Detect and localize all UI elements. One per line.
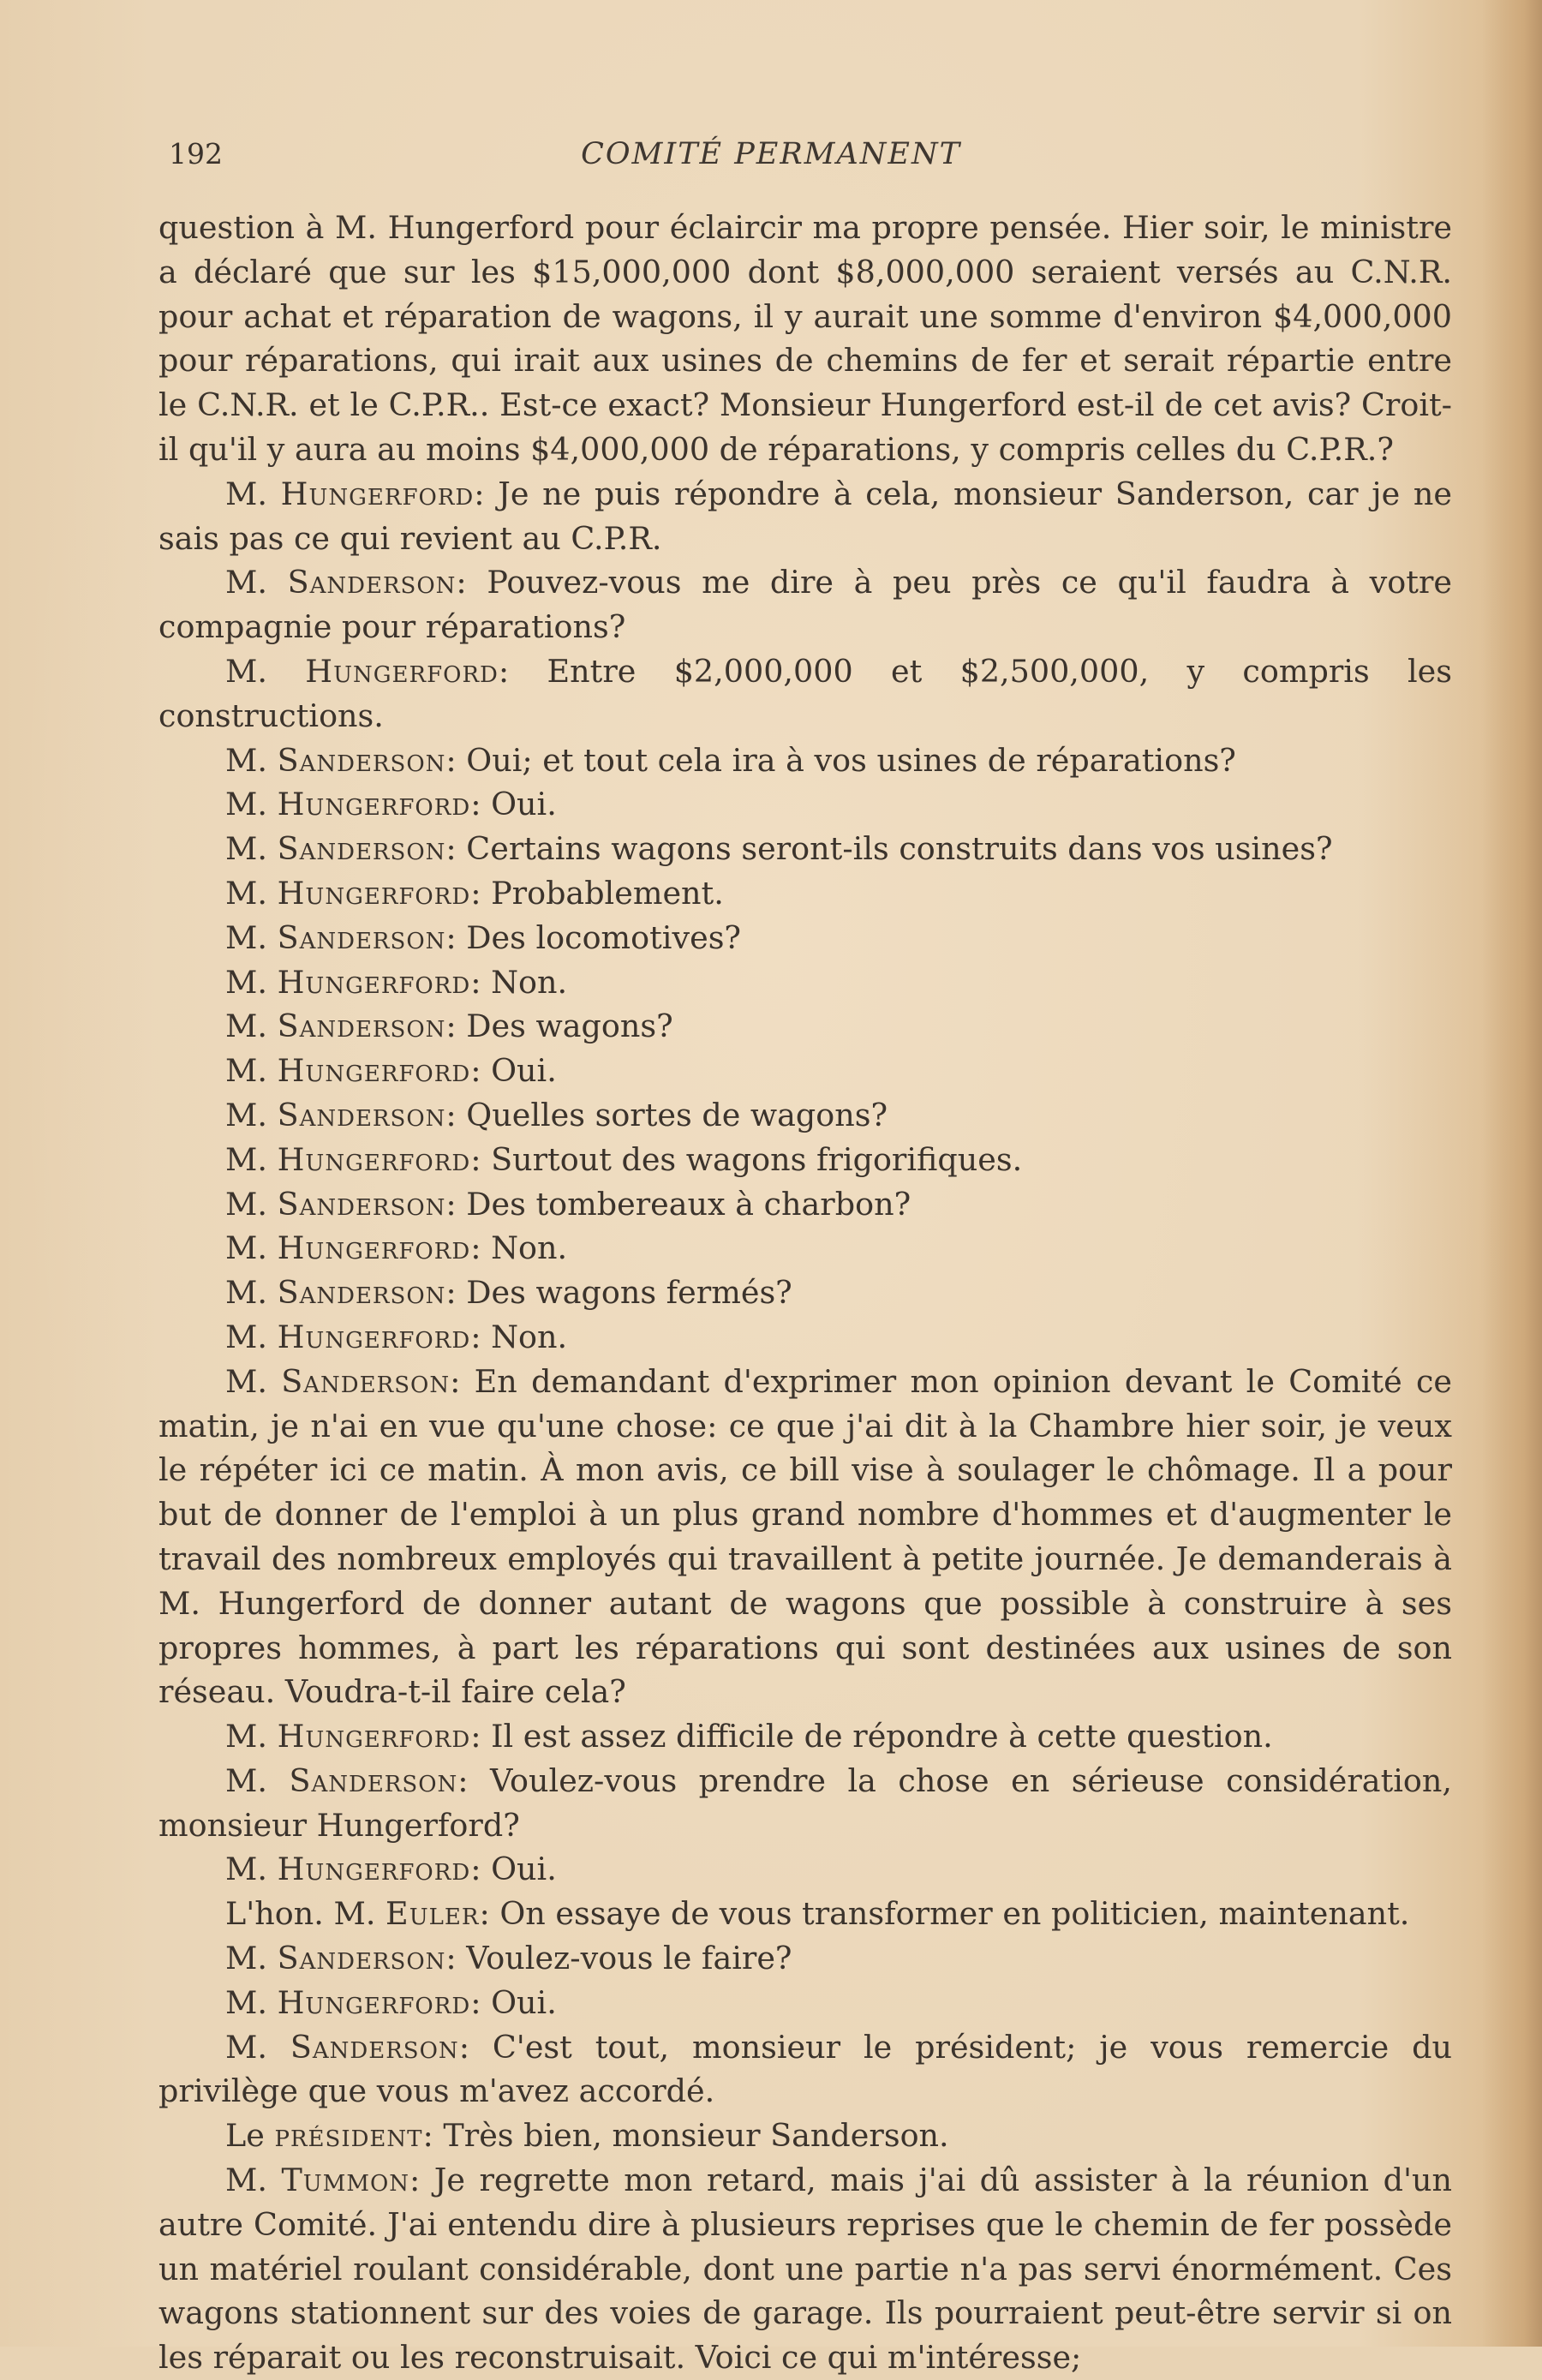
paragraph-prefix: M. [225, 1008, 278, 1045]
paragraph [158, 472, 1452, 561]
speaker-name: président [274, 2117, 423, 2155]
paragraph-prefix: L'hon. M. [225, 1895, 386, 1933]
body-text [158, 206, 1452, 2380]
paragraph [158, 206, 1452, 472]
paragraph-text: : Oui; et tout cela ira à vos usines de réparations? [445, 741, 1236, 779]
paragraph-text: : Oui. [470, 1052, 557, 1090]
speaker-name: Hungerford [277, 1052, 471, 1090]
speaker-name: Euler [386, 1895, 480, 1933]
speaker-name: Tummon [281, 2162, 410, 2199]
paragraph-text: : Certains wagons seront-ils construits dans vos usines? [445, 830, 1333, 868]
speaker-name: Sanderson [281, 1362, 451, 1400]
speaker-name: Sanderson [277, 741, 446, 779]
paragraph-prefix: M. [225, 1185, 278, 1223]
speaker-name: Sanderson [277, 1274, 446, 1312]
paragraph [158, 649, 1452, 739]
speaker-name: Hungerford [277, 1718, 471, 1755]
paragraph [158, 560, 1452, 649]
speaker-name: Sanderson [290, 2028, 459, 2066]
speaker-name: Hungerford [277, 1140, 471, 1178]
paragraph-prefix: M. [225, 918, 278, 956]
paragraph-prefix: M. [225, 1718, 278, 1755]
paragraph [158, 2114, 1452, 2158]
paragraph-prefix: M. [225, 1940, 278, 1977]
paragraph [158, 827, 1452, 871]
page-number: 192 [169, 137, 223, 170]
speaker-name: Hungerford [277, 1318, 471, 1355]
speaker-name: Sanderson [277, 918, 446, 956]
paragraph [158, 1271, 1452, 1315]
paragraph [158, 1315, 1452, 1360]
speaker-name: Hungerford [277, 1983, 471, 2021]
page-header [0, 137, 1542, 188]
paragraph [158, 1226, 1452, 1271]
paragraph [158, 1360, 1452, 1714]
paragraph [158, 782, 1452, 827]
paragraph-text: : Pouvez-vous me dire à peu près ce qu'il faudra à votre compagnie pour réparations? [158, 564, 1452, 646]
speaker-name: Hungerford [277, 1851, 471, 1888]
paragraph [158, 1714, 1452, 1759]
paragraph [158, 2025, 1452, 2114]
paragraph-text: : C'est tout, monsieur le président; je vous remercie du privilège que vous m'avez accordé. [158, 2028, 1453, 2110]
paragraph [158, 1936, 1452, 1981]
paragraph-text: : Des locomotives? [445, 918, 742, 956]
paragraph-text: : Probablement. [470, 874, 724, 912]
speaker-name: Hungerford [277, 963, 471, 1001]
paragraph-text: : Surtout des wagons frigorifiques. [470, 1140, 1023, 1178]
paragraph-prefix: Le [225, 2117, 275, 2155]
paragraph-text: : Voulez-vous prendre la chose en sérieuse considération, monsieur Hungerford? [158, 1761, 1452, 1844]
speaker-name: Sanderson [277, 830, 446, 868]
paragraph-prefix: M. [225, 2162, 282, 2199]
paragraph [158, 916, 1452, 960]
speaker-name: Hungerford [277, 1229, 471, 1267]
paragraph-text: : Oui. [470, 786, 557, 823]
paragraph-text: : Des tombereaux à charbon? [445, 1185, 911, 1223]
paragraph-prefix: M. [225, 1229, 278, 1267]
paragraph-prefix: M. [225, 741, 278, 779]
paragraph-text: : Des wagons fermés? [445, 1274, 792, 1312]
running-title: COMITÉ PERMANENT [581, 137, 961, 171]
paragraph-prefix: M. [225, 475, 281, 512]
paragraph-text: : Quelles sortes de wagons? [445, 1096, 888, 1133]
speaker-name: Hungerford [280, 475, 475, 512]
paragraph [158, 739, 1452, 783]
paragraph [158, 1138, 1452, 1182]
paragraph-prefix: M. [225, 830, 278, 868]
paragraph-prefix: M. [225, 564, 288, 601]
paragraph-text: : Oui. [470, 1851, 557, 1888]
paragraph-text: : Non. [470, 1229, 568, 1267]
speaker-name: Hungerford [305, 652, 499, 690]
paragraph-text: : Il est assez difficile de répondre à cette question. [470, 1718, 1273, 1755]
speaker-name: Sanderson [277, 1940, 446, 1977]
speaker-name: Hungerford [277, 874, 471, 912]
page-edge-shadow [1482, 0, 1542, 2347]
paragraph-prefix: M. [225, 786, 278, 823]
paragraph-prefix: M. [225, 1274, 278, 1312]
speaker-name: Sanderson [277, 1008, 446, 1045]
paragraph-text: : Très bien, monsieur Sanderson. [422, 2117, 949, 2155]
paragraph-text: : Non. [470, 963, 568, 1001]
paragraph [158, 960, 1452, 1005]
paragraph [158, 1049, 1452, 1093]
paragraph-prefix: M. [225, 1851, 278, 1888]
speaker-name: Hungerford [277, 786, 471, 823]
paragraph-prefix: M. [225, 1362, 282, 1400]
paragraph-prefix: M. [225, 874, 278, 912]
paragraph [158, 1981, 1452, 2025]
paragraph-text: : Voulez-vous le faire? [445, 1940, 792, 1977]
paragraph-prefix: M. [225, 1140, 278, 1178]
paragraph [158, 1847, 1452, 1892]
paragraph-prefix: M. [225, 1761, 290, 1799]
speaker-name: Sanderson [277, 1096, 446, 1133]
speaker-name: Sanderson [277, 1185, 446, 1223]
paragraph-text: : Non. [470, 1318, 568, 1355]
paragraph-prefix: M. [225, 1983, 278, 2021]
paragraph-text: : Je ne puis répondre à cela, monsieur Sanderson, car je ne sais pas ce qui revient au C.P.R. [158, 475, 1452, 557]
speaker-name: Sanderson [289, 1761, 458, 1799]
paragraph [158, 1759, 1452, 1848]
paragraph [158, 1892, 1452, 1936]
paragraph [158, 1004, 1452, 1049]
paragraph [158, 2158, 1452, 2380]
paragraph-prefix: M. [225, 1096, 278, 1133]
paragraph-text: : Je regrette mon retard, mais j'ai dû assister à la réunion d'un autre Comité. J'ai entendu dire à plusieurs reprises que le chemin de fer possède un matériel roulant considérable, dont une partie n'a pas servi énormément. Ces wagons stationnent sur des voies de garage. Ils pourraient peut-être servir si on les réparait ou les reconstruisait. Voici ce qui m'intéresse; [158, 2162, 1452, 2377]
paragraph-text: : Oui. [470, 1983, 557, 2021]
paragraph [158, 1182, 1452, 1227]
paragraph-prefix: M. [225, 2028, 290, 2066]
paragraph-text: : Des wagons? [445, 1008, 673, 1045]
paragraph-text: : Entre $2,000,000 et $2,500,000, y compris les constructions. [158, 652, 1453, 734]
paragraph-text: question à M. Hungerford pour éclaircir ma propre pensée. Hier soir, le ministre a déclaré que sur les $15,000,000 dont $8,000,000 seraient versés au C.N.R. pour achat et réparation de wagons, il y aurait une somme d'environ $4,000,000 pour réparations, qui irait aux usines de chemins de fer et serait répartie entre le C.N.R. et le C.P.R.. Est-ce exact? Monsieur Hungerford est-il de cet avis? Croit-il qu'il y aura au moins $4,000,000 de réparations, y compris celles du C.P.R.? [158, 209, 1452, 468]
paragraph-prefix: M. [225, 652, 306, 690]
paragraph [158, 871, 1452, 916]
paragraph-prefix: M. [225, 963, 278, 1001]
paragraph [158, 1093, 1452, 1138]
paragraph-prefix: M. [225, 1318, 278, 1355]
speaker-name: Sanderson [287, 564, 457, 601]
paragraph-text: : On essaye de vous transformer en politicien, maintenant. [479, 1895, 1410, 1933]
paragraph-text: : En demandant d'exprimer mon opinion devant le Comité ce matin, je n'ai en vue qu'une chose: ce que j'ai dit à la Chambre hier soir, je veux le répéter ici ce matin. À mon avis, ce bill vise à soulager le chômage. Il a pour but de donner de l'emploi à un plus grand nombre d'hommes et d'augmenter le travail des nombreux employés qui travaillent à petite journée. Je demanderais à M. Hungerford de donner autant de wagons que possible à construire à ses propres hommes, à part les réparations qui sont destinées aux usines de son réseau. Voudra-t-il faire cela? [158, 1362, 1453, 1711]
paragraph-prefix: M. [225, 1052, 278, 1090]
